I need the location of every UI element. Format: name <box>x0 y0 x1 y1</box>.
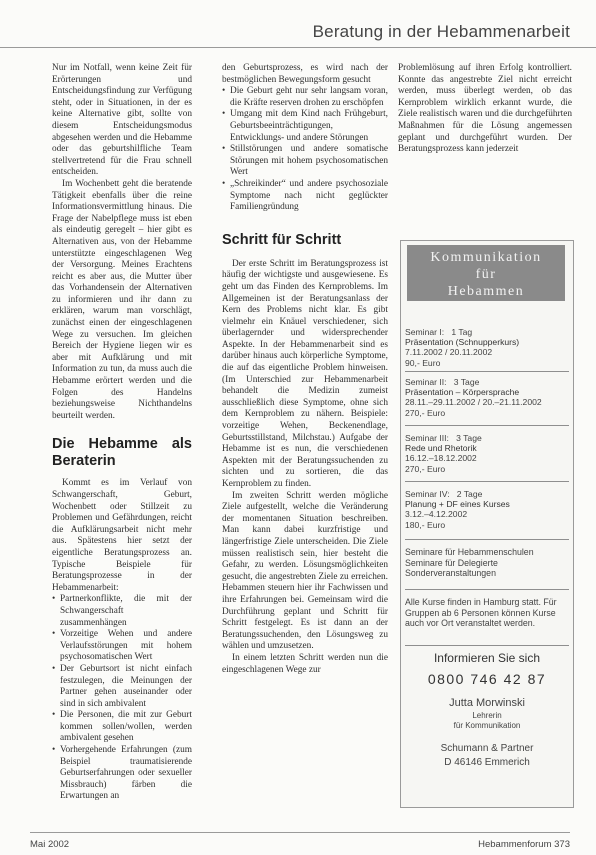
list-item: • Partnerkonflikte, die mit der Schwangerschaft zusammenhängen <box>52 594 192 629</box>
banner-line: für <box>475 267 497 282</box>
seminar-entry <box>405 377 567 418</box>
extra-line: Seminare für Hebammenschulen <box>405 547 534 557</box>
seminar-duration: 3 Tage <box>456 433 482 443</box>
extra-line: Seminare für Delegierte <box>405 557 498 568</box>
company-city: D 46146 Emmerich <box>444 757 530 768</box>
paragraph: Kommt es im Verlauf von Schwangerschaft, Geburt, Wochenbett oder Stillzeit zu Problemen und Gefährdungen, reicht die Aufklärungsarbeit nicht mehr aus. Spätestens hier setzt der eigentliche Beratungsprozess an. Typische Beispiele für Beratungsprozesse in der Hebammenarbeit: <box>52 478 192 593</box>
contact-role: für Kommunikation <box>453 721 521 730</box>
divider <box>405 589 569 590</box>
ad-banner <box>407 245 565 301</box>
column-1 <box>52 63 192 803</box>
seminar-dates: 3.12.–4.12.2002 <box>405 509 468 520</box>
paragraph: Nur im Notfall, wenn keine Zeit für Erörterungen und Entscheidungsfindung zur Verfügung steht, oder in Situationen, in der es keine Alternative gibt, sollte von diesem Entscheidungsmodus abgesehen werden und die Hebamme oder das geburtshilfliche Team stellvertretend für die Frau schnell entscheiden. <box>52 63 192 178</box>
company-name: Schumann & Partner <box>440 743 534 754</box>
seminar-price: 90,- Euro <box>405 357 441 368</box>
seminar-price: 180,- Euro <box>405 519 446 530</box>
seminar-dates: 28.11.–29.11.2002 / 20.–21.11.2002 <box>405 397 542 408</box>
seminar-title: Rede und Rhetorik <box>405 443 477 454</box>
paragraph: Problemlösung auf ihren Erfolg kontrolliert. Konnte das angestrebte Ziel nicht erreicht werden, muss überlegt werden, ob das Kernproblem wirklich erkannt wurde, die Ziele realistisch waren und die durchgeführten Maßnahmen für die Lösung angemessen geplant und durchgeführt wurden. Der Beratungsprozess kann jederzeit <box>398 63 572 155</box>
banner-line: Hebammen <box>447 284 525 299</box>
seminar-advertisement <box>400 240 574 808</box>
seminar-title: Präsentation – Körpersprache <box>405 387 520 398</box>
divider <box>405 539 569 540</box>
seminar-duration: 1 Tag <box>451 327 473 337</box>
divider <box>405 371 569 372</box>
divider <box>405 645 569 646</box>
list-item: • Die Geburt geht nur sehr langsam voran, die Kräfte reserven drohen zu erschöpfen <box>222 86 388 109</box>
paragraph: den Geburtsprozess, es wird nach der bestmöglichen Bewegungsform gesucht <box>222 63 388 85</box>
bullet-list <box>222 86 388 214</box>
running-header: Beratung in der Hebammenarbeit <box>312 22 570 41</box>
paragraph: Im zweiten Schritt werden mögliche Ziele aufgestellt, welche die Veränderung der momentanen Situation beschreiben. Man kann dabei kurzfristige und längerfristige Ziele unterscheiden. Die Ziele müssen realistisch sein, hier besteht die Gefahr, zu werden. Lösungsmöglichkeiten gesucht, die angestrebten Ziele zu erreichen. Hebammen steuern hier ihr Fachwissen und ihre Erfahrungen bei. Gemeinsam wird die Durchführung geplant und Schritt für Schritt festgelegt. Es ist dann an der Beratungssuchenden, den Lösungsweg zu wählen und umzusetzen. <box>222 490 388 652</box>
location-note: Alle Kurse finden in Hamburg statt. Für Gruppen ab 6 Personen können Kurse auch vor Ort veranstaltet werden. <box>405 597 557 628</box>
column-2 <box>222 63 388 676</box>
phone-number: 0800 746 42 87 <box>427 671 547 687</box>
seminar-label: Seminar IV: <box>405 489 450 499</box>
seminar-extras <box>405 547 567 579</box>
bullet-list <box>52 594 192 803</box>
contact-name: Jutta Morwinski <box>449 697 525 709</box>
divider <box>405 425 569 426</box>
seminar-price: 270,- Euro <box>405 407 446 418</box>
seminar-label: Seminar III: <box>405 433 449 443</box>
section-heading: Schritt für Schritt <box>222 231 342 248</box>
list-item: • „Schreikinder“ und andere psychosoziale Symptome nach nicht geglückter Familiengründung <box>222 179 388 214</box>
info-heading: Informieren Sie sich <box>433 651 541 665</box>
header-rule <box>0 47 596 48</box>
list-item: • Stillstörungen und andere somatische Störungen mit hohem psychosomatischen Wert <box>222 144 388 179</box>
column-3 <box>398 63 572 156</box>
seminar-duration: 3 Tage <box>453 377 480 387</box>
seminar-entry <box>405 327 567 368</box>
seminar-entry <box>405 433 567 474</box>
seminar-title: Planung + DF eines Kurses <box>405 499 510 510</box>
footer-rule <box>30 832 570 833</box>
paragraph: In einem letzten Schritt werden nun die eingeschlagenen Wege zur <box>222 652 388 675</box>
divider <box>405 481 569 482</box>
list-item: • Vorzeitige Wehen und andere Verlaufsstörungen mit hohem psychosomatischen Wert <box>52 629 192 664</box>
footer-date: Mai 2002 <box>30 839 70 850</box>
list-item: • Die Personen, die mit zur Geburt kommen sollen/wollen, werden ambivalent gesehen <box>52 710 192 745</box>
paragraph: Der erste Schritt im Beratungsprozess ist häufig der wichtigste und ausgewiesene. Es geht um das Finden des Kernproblems. Im Allgemeinen ist der Beratungsanlass der Kern des Problems nicht klar. Es gibt vielmehr ein Knäuel verschiedener, sich überlagernder und widersprechender Aspekte. In der Hebammenarbeit sind es darüber hinaus auch körperliche Symptome, die auf das eigentliche Problem hinweisen. (Im Unterschied zur Hebammenarbeit behandelt die Medizin zumeist ausschließlich diese Symptome, ohne sich dem Kernproblem zu nähern. Beispiele: vorzeitige Wehen, Beckenendlage, Geburtsstillstand, Milchstau.) Aufgabe der Hebamme ist es nun, die verschiedenen Aspekten mit der Beratungssuchenden zu sichten und zu sortieren, die das Kernproblem zu finden. <box>222 258 388 489</box>
extra-line: Sonderveranstaltungen <box>405 568 496 578</box>
banner-line: Kommunikation <box>430 250 542 265</box>
paragraph: Im Wochenbett geht die beratende Tätigkeit ebenfalls über die reine Informationsvermittlung hinaus. Die Frage der Nabelpflege muss ist eben als eindeutig geregelt – hier gibt es Alternativen aus, von der Hebamme unterstützte eingeschlagenen Weg der Versorgung. Meines Erachtens reicht es aber aus, die Mutter über das Vorhandensein der Alternativen zu informieren und ihr dann zu erklären, warum man vorschlägt, zunächst einen der eingeschlagenen Wege zu versuchen. Im gleichen Bereich der Hygiene liegen wir es aber mit Aufklärung und mit Information zu tun, da muss auch die Hebamme erörtert werden und die Folgen des Handelns beziehungsweise Nichthandelns beurteilt werden. <box>52 178 192 421</box>
seminar-duration: 2 Tage <box>456 489 483 499</box>
list-item: • Der Geburtsort ist nicht einfach festzulegen, die Meinungen der Partner gehen auseinander oder sind in sich ambivalent <box>52 664 192 710</box>
list-item: • Vorhergehende Erfahrungen (zum Beispiel traumatisierende Geburtserfahrungen oder sexueller Missbrauch) färben die Erwartungen an <box>52 745 192 803</box>
contact-role: Lehrerin <box>472 711 502 720</box>
seminar-label: Seminar I: <box>405 327 445 337</box>
seminar-dates: 7.11.2002 / 20.11.2002 <box>405 347 493 358</box>
seminar-entry <box>405 489 567 530</box>
seminar-price: 270,- Euro <box>405 463 446 474</box>
section-heading: Die Hebamme als Beraterin <box>52 436 192 470</box>
seminar-title: Präsentation (Schnupperkurs) <box>405 337 520 348</box>
seminar-dates: 16.12.–18.12.2002 <box>405 453 477 464</box>
seminar-label: Seminar II: <box>405 377 447 387</box>
footer-page: Hebammenforum 373 <box>478 839 570 850</box>
list-item: • Umgang mit dem Kind nach Frühgeburt, Geburtsbeeinträchtigungen, Entwicklungs- und andere Störungen <box>222 109 388 144</box>
